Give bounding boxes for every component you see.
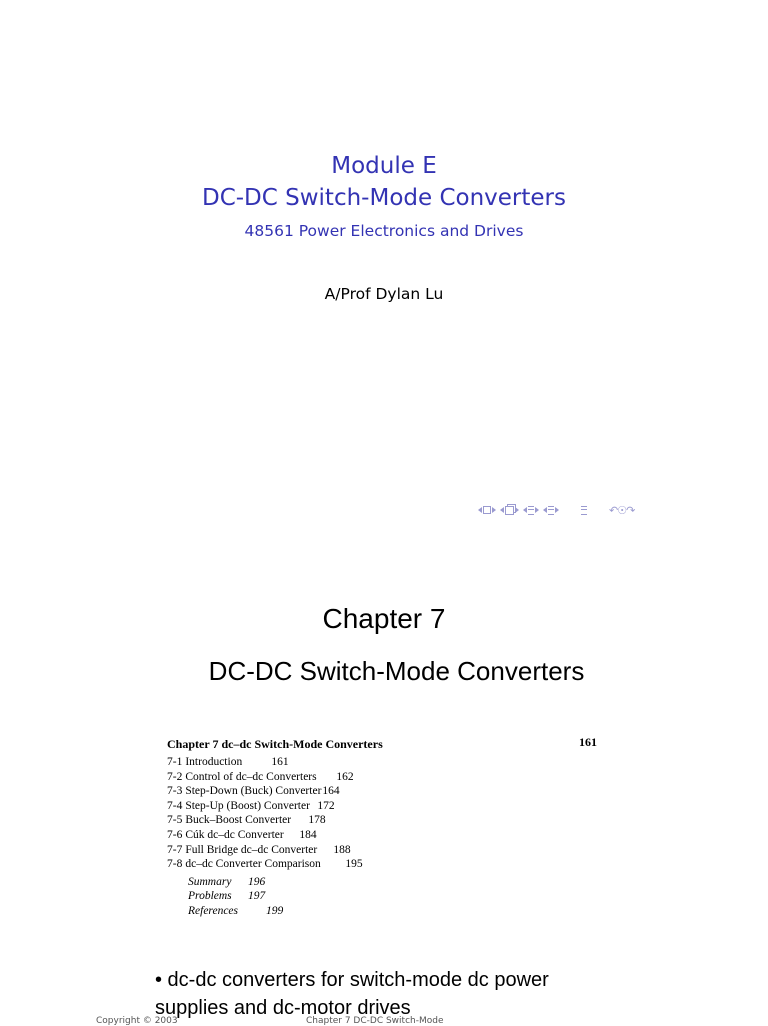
toc-section-title: Step-Down (Buck) Converter: [185, 785, 322, 798]
toc-heading-page: 161: [579, 735, 597, 749]
toc-section-title: Cúk dc–dc Converter: [185, 829, 284, 841]
toc-section-page: 184: [299, 829, 317, 841]
frame-next-icon[interactable]: [492, 507, 496, 513]
toc-extra-row: [188, 905, 283, 917]
toc-section-row: [167, 771, 354, 783]
toc-heading: Chapter 7 dc–dc Switch-Mode Converters: [167, 737, 383, 751]
toc-section-number: 7-6: [167, 829, 183, 841]
subsection-icon[interactable]: [505, 506, 514, 515]
slide2-title: DC-DC Switch-Mode Converters: [208, 656, 585, 686]
toc-section-row: [167, 785, 340, 797]
chapter-prev-icon[interactable]: [543, 507, 547, 513]
toc-section-row: [167, 858, 363, 870]
toc-section-number: 7-8: [167, 858, 183, 871]
subsection-next-icon[interactable]: [515, 507, 519, 513]
toc-extra-page: 199: [266, 904, 284, 917]
section-prev-icon[interactable]: [523, 507, 527, 513]
toc-section-number: 7-2: [167, 770, 183, 783]
footer-chapter: Chapter 7 DC-DC Switch-Mode: [306, 1016, 444, 1026]
toc-section-page: 162: [336, 770, 354, 783]
section-icon[interactable]: [528, 506, 534, 515]
toc-section-page: 172: [317, 799, 335, 812]
toc-extra-row: [188, 876, 265, 888]
toc-section-number: 7-5: [167, 814, 183, 827]
toc-section-page: 178: [308, 814, 326, 827]
toc-section-page: 161: [271, 756, 289, 768]
toc-section-row: [167, 814, 326, 826]
search-icon[interactable]: ↶☉↷: [609, 503, 635, 517]
toc-section-title: Step-Up (Boost) Converter: [185, 799, 310, 812]
slide1-author: A/Prof Dylan Lu: [324, 285, 444, 303]
slide1-course: 48561 Power Electronics and Drives: [244, 222, 524, 240]
toc-section-row: [167, 800, 335, 812]
toc-section-title: dc–dc Converter Comparison: [185, 858, 321, 871]
toc-section-title: Control of dc–dc Converters: [185, 770, 317, 783]
toc-section-page: 195: [345, 858, 363, 871]
toc-section-row: [167, 756, 289, 768]
footer-copyright: Copyright © 2003: [96, 1016, 178, 1026]
frame-icon[interactable]: [483, 506, 491, 514]
slide1-title: Module E: [331, 153, 437, 179]
frame-prev-icon[interactable]: [478, 507, 482, 513]
bullet-point: • dc-dc converters for switch-mode dc power supplies and dc-motor drives: [155, 969, 549, 1019]
toc-extra-title: References: [188, 904, 239, 917]
toc-extra-title: Summary: [188, 876, 232, 888]
toc-extra-page: 196: [248, 876, 266, 888]
toc-section-number: 7-4: [167, 799, 183, 812]
toc-section-row: [167, 844, 351, 856]
toc-section-title: Full Bridge dc–dc Converter: [185, 843, 318, 856]
toc-section-title: Introduction: [185, 756, 243, 768]
slide1-subtitle: DC-DC Switch-Mode Converters: [201, 185, 566, 211]
toc-section-title: Buck–Boost Converter: [185, 814, 292, 827]
toc-section-number: 7-3: [167, 785, 183, 798]
chapter-next-icon[interactable]: [555, 507, 559, 513]
toc-section-page: 164: [322, 785, 340, 798]
toc-extra-title: Problems: [188, 890, 232, 903]
toc-section-number: 7-7: [167, 843, 183, 856]
chapter-icon[interactable]: [548, 506, 554, 515]
toc-section-page: 188: [333, 843, 351, 856]
section-next-icon[interactable]: [535, 507, 539, 513]
slide-footer: [96, 1016, 444, 1026]
toc-icon[interactable]: [581, 506, 587, 515]
toc-extra-row: [188, 890, 265, 902]
toc-section-row: [167, 829, 317, 841]
toc-extra-page: 197: [248, 890, 266, 903]
toc-section-number: 7-1: [167, 756, 183, 768]
slide2-chapter: Chapter 7: [322, 603, 446, 634]
subsection-prev-icon[interactable]: [500, 507, 504, 513]
beamer-navigation-bar: [478, 502, 634, 518]
